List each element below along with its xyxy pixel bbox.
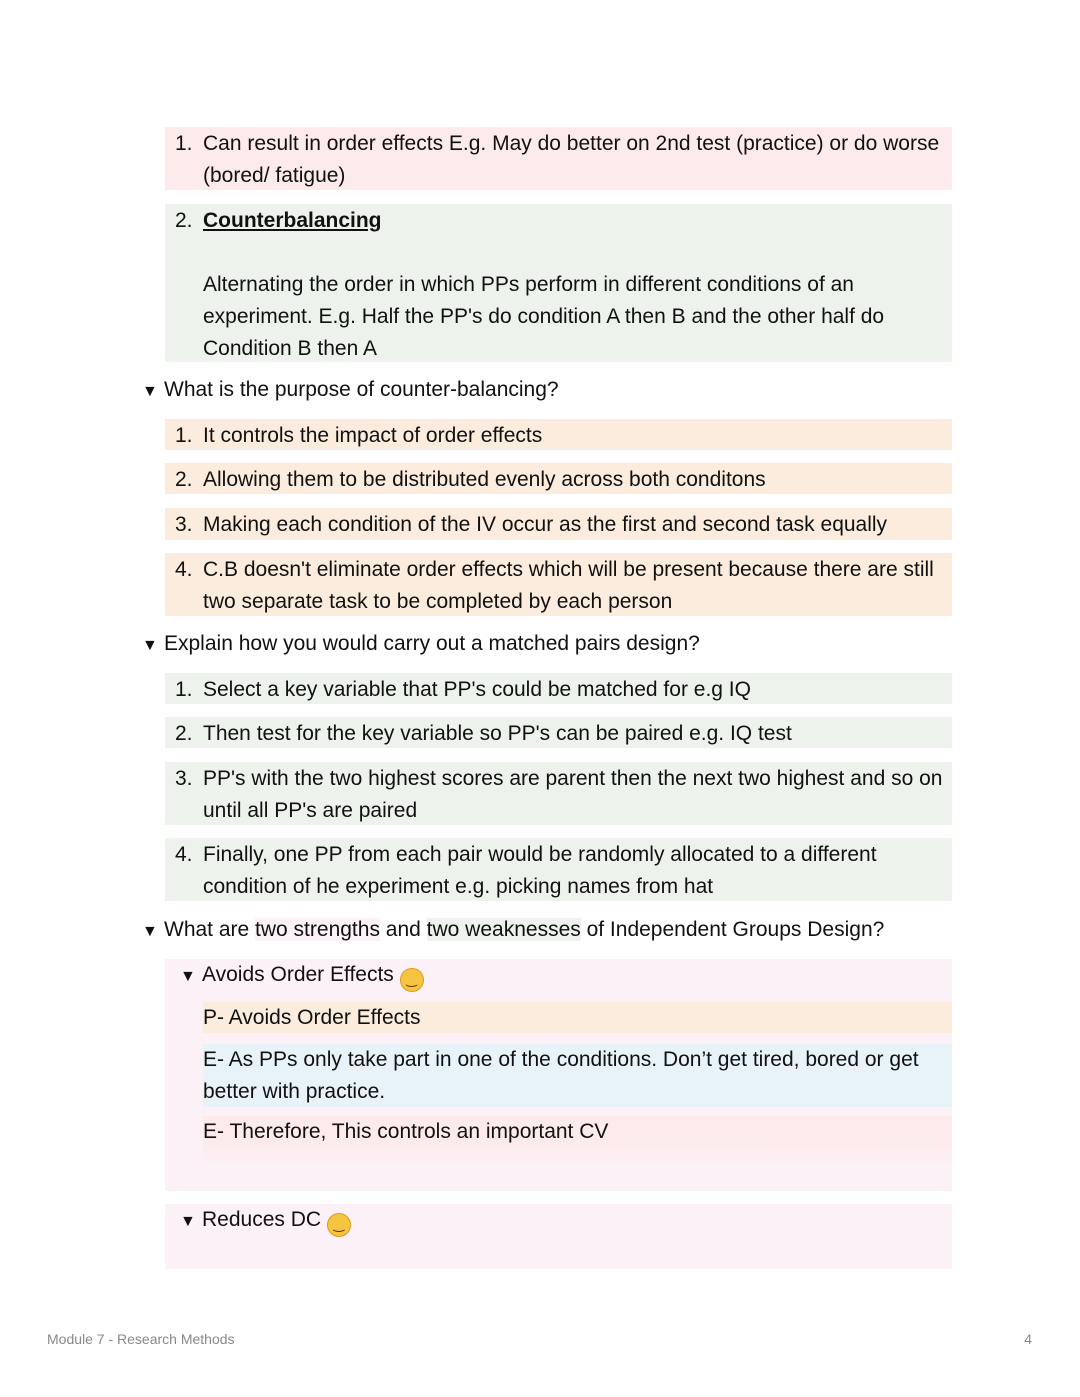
page-number: 4 (1024, 1331, 1032, 1347)
toggle-strengths-weaknesses[interactable]: ▼ What are two strengths and two weaknesses of Independent Groups Design? (142, 914, 884, 948)
toggle-reduces-dc[interactable]: ▼ Reduces DC ‿ (180, 1204, 351, 1238)
explanation-text: E- As PPs only take part in one of the conditions. Don’t get tired, bored or get better with practice. (203, 1044, 952, 1107)
callout-reduces-dc (165, 1204, 952, 1269)
toggle-arrow-icon[interactable]: ▼ (142, 637, 158, 654)
list-item: 2. Then test for the key variable so PP's can be paired e.g. IQ test (165, 717, 952, 748)
toggle-arrow-icon[interactable]: ▼ (180, 968, 196, 985)
list-item: 1. Can result in order effects E.g. May do better on 2nd test (practice) or do worse (bored/ fatigue) (165, 127, 952, 190)
toggle-arrow-icon[interactable]: ▼ (180, 1213, 196, 1230)
toggle-arrow-icon[interactable]: ▼ (142, 923, 158, 940)
list-item: 1. Select a key variable that PP's could be matched for e.g IQ (165, 673, 952, 704)
callout-avoids-order-effects (165, 959, 952, 1191)
evaluation-text: E- Therefore, This controls an important CV (203, 1116, 952, 1166)
smiley-emoji-icon: ‿ (400, 968, 424, 992)
list-item: 3. PP's with the two highest scores are parent then the next two highest and so on until all PP's are paired (165, 762, 952, 825)
list-item: 4. Finally, one PP from each pair would be randomly allocated to a different condition of he experiment e.g. picking names from hat (165, 838, 952, 901)
footer-title: Module 7 - Research Methods (47, 1331, 235, 1347)
counterbalancing-heading: Counterbalancing (203, 209, 382, 232)
list-item: 1. It controls the impact of order effects (165, 419, 952, 450)
toggle-arrow-icon[interactable]: ▼ (142, 383, 158, 400)
smiley-emoji-icon: ‿ (327, 1213, 351, 1237)
toggle-matched-pairs[interactable]: ▼ Explain how you would carry out a matched pairs design? (142, 628, 700, 662)
list-item: 4. C.B doesn't eliminate order effects which will be present because there are still two separate task to be completed by each person (165, 553, 952, 616)
toggle-purpose[interactable]: ▼ What is the purpose of counter-balancing? (142, 374, 559, 408)
list-item: 2. Allowing them to be distributed evenly across both conditons (165, 463, 952, 494)
point-text: P- Avoids Order Effects (203, 1002, 952, 1033)
list-item: 3. Making each condition of the IV occur as the first and second task equally (165, 508, 952, 540)
list-item: 2. Counterbalancing Alternating the order in which PPs perform in different conditions of an experiment. E.g. Half the PP's do condition A then B and the other half do Condition B then A (165, 204, 952, 362)
toggle-avoids-order-effects[interactable]: ▼ Avoids Order Effects ‿ (180, 959, 424, 993)
